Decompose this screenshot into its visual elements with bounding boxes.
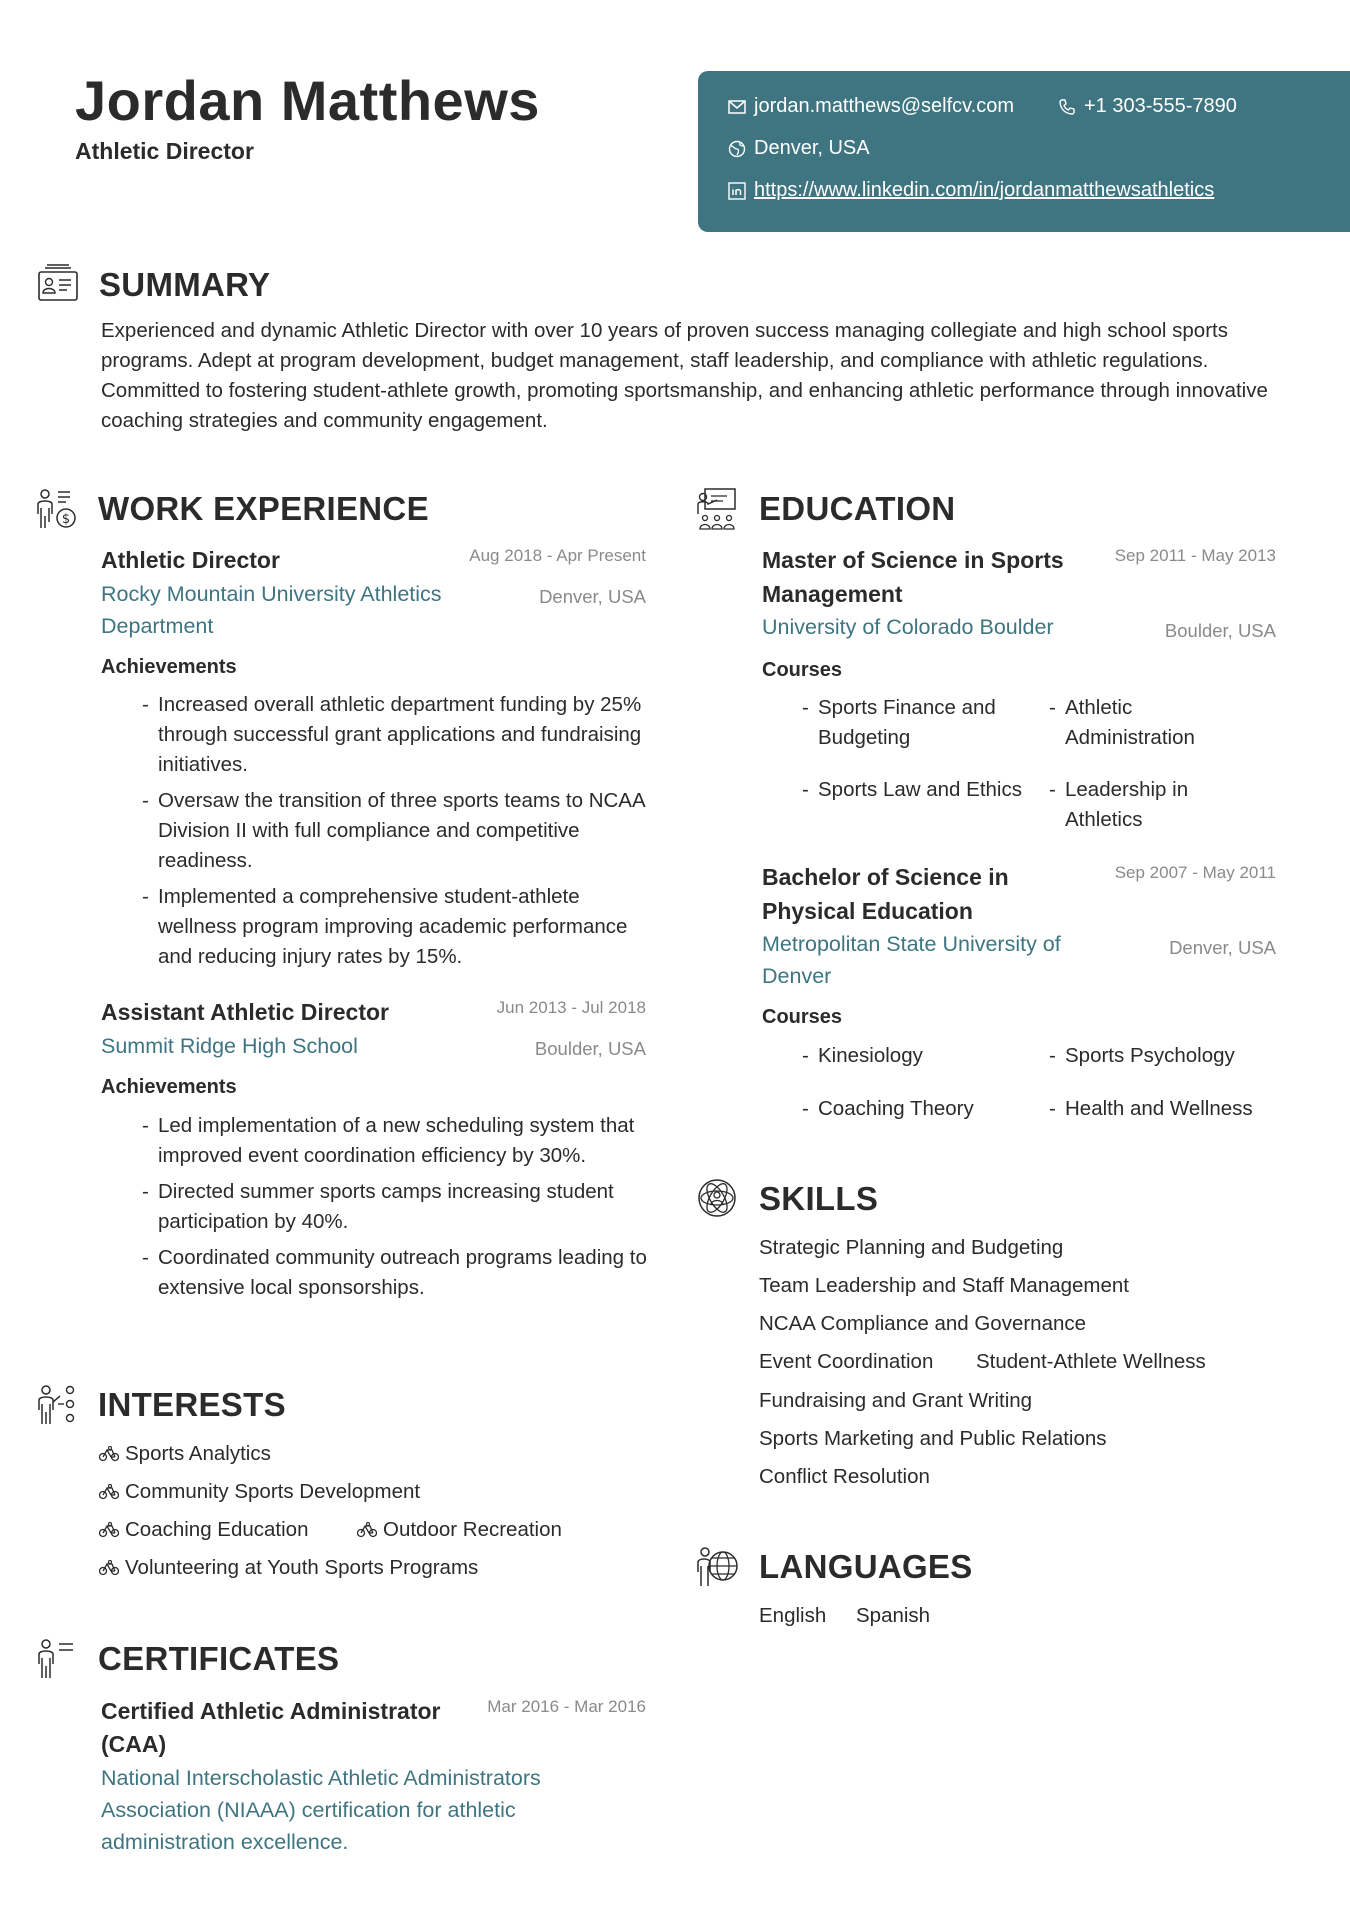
envelope-icon	[728, 100, 746, 114]
school-location: Boulder, USA	[1164, 620, 1276, 641]
linkedin-icon	[728, 182, 746, 200]
achievement-list	[142, 690, 652, 978]
degree-dates: Sep 2007 - May 2011	[1114, 863, 1276, 882]
id-card-icon	[37, 264, 79, 304]
job-organization: Rocky Mountain University Athletics Department	[101, 582, 442, 638]
candidate-name: Jordan Matthews	[75, 69, 540, 132]
interest-label: Outdoor Recreation	[383, 1518, 562, 1541]
candidate-role: Athletic Director	[75, 138, 254, 164]
skills-title: SKILLS	[759, 1180, 879, 1217]
skill-item: Fundraising and Grant Writing	[759, 1389, 1033, 1412]
contact-linkedin[interactable]	[728, 179, 1214, 202]
degree-title: Master of Science in Sports Management	[762, 547, 1064, 607]
certificates-title: CERTIFICATES	[98, 1640, 340, 1677]
skill-item: Sports Marketing and Public Relations	[759, 1427, 1107, 1450]
course-item: - Health and Wellness	[1049, 1094, 1269, 1124]
contact-email-text: jordan.matthews@selfcv.com	[754, 95, 1015, 117]
skill-item: Strategic Planning and Budgeting	[759, 1236, 1064, 1259]
interest-label: Volunteering at Youth Sports Programs	[125, 1556, 479, 1579]
achievement-item: - Increased overall athletic department funding by 25% through successful grant applications and fundraising initiatives.	[142, 690, 652, 780]
person-globe-icon	[697, 1546, 739, 1588]
employee-salary-icon	[36, 488, 78, 530]
classroom-icon	[697, 488, 739, 530]
achievement-item: - Oversaw the transition of three sports teams to NCAA Division II with full compliance and competitive readiness.	[142, 786, 652, 876]
course-item: - Sports Law and Ethics	[802, 775, 1022, 805]
achievement-item: - Coordinated community outreach programs leading to extensive local sponsorships.	[142, 1243, 652, 1303]
job-location: Boulder, USA	[534, 1038, 646, 1059]
contact-phone-text: +1 303-555-7890	[1084, 95, 1237, 117]
school-location: Denver, USA	[1169, 937, 1276, 958]
contact-linkedin-text: https://www.linkedin.com/in/jordanmatthewsathletics	[754, 179, 1215, 201]
interest-item	[357, 1518, 562, 1542]
course-item: - Kinesiology	[802, 1041, 1022, 1071]
degree-title: Bachelor of Science in Physical Education	[762, 864, 1009, 924]
achievement-item: - Implemented a comprehensive student-athlete wellness program improving academic performance and reducing injury rates by 15%.	[142, 882, 652, 972]
education-title: EDUCATION	[759, 490, 956, 527]
job-location: Denver, USA	[539, 586, 646, 607]
skill-item: Team Leadership and Staff Management	[759, 1274, 1130, 1297]
courses-subheading: Courses	[762, 1006, 843, 1028]
school-name: Metropolitan State University of Denver	[762, 932, 1061, 988]
course-item: - Sports Finance and Budgeting	[802, 693, 1022, 753]
skill-item: NCAA Compliance and Governance	[759, 1312, 1087, 1335]
achievement-item: - Directed summer sports camps increasing student participation by 40%.	[142, 1177, 652, 1237]
course-item: - Sports Psychology	[1049, 1041, 1269, 1071]
interest-item	[99, 1518, 309, 1542]
job-title: Athletic Director	[101, 547, 280, 573]
bicycle-icon	[99, 1560, 119, 1576]
interest-label: Sports Analytics	[125, 1442, 271, 1465]
bicycle-icon	[99, 1484, 119, 1500]
person-certificate-icon	[37, 1638, 77, 1680]
globe-icon	[728, 140, 746, 158]
language-item: English	[759, 1604, 827, 1627]
job-dates: Aug 2018 - Apr Present	[469, 546, 646, 565]
course-item: - Leadership in Athletics	[1049, 775, 1249, 835]
phone-icon	[1058, 98, 1076, 116]
summary-text: Experienced and dynamic Athletic Director with over 10 years of proven success managing collegiate and high school sports programs. Adept at program development, budget management, staff leadership, and compliance with athletic regulations. Committed to fostering student-athlete growth, promoting sportsmanship, and enhancing athletic performance through innovative coaching strategies and community engagement.	[101, 319, 1268, 432]
job-dates: Jun 2013 - Jul 2018	[496, 998, 646, 1017]
atom-skills-icon	[697, 1178, 737, 1218]
courses-subheading: Courses	[762, 659, 843, 681]
certificate-description: National Interscholastic Athletic Administrators Association (NIAAA) certification for athletic administration excellence.	[101, 1766, 541, 1854]
interest-label: Coaching Education	[125, 1518, 309, 1541]
language-item: Spanish	[856, 1604, 931, 1627]
job-organization: Summit Ridge High School	[101, 1034, 358, 1058]
job-title: Assistant Athletic Director	[101, 999, 389, 1025]
work-title: WORK EXPERIENCE	[98, 490, 429, 527]
degree-dates: Sep 2011 - May 2013	[1114, 546, 1276, 565]
certificate-title: Certified Athletic Administrator (CAA)	[101, 1698, 441, 1757]
languages-title: LANGUAGES	[759, 1548, 973, 1585]
skill-item: Conflict Resolution	[759, 1465, 930, 1488]
achievement-list	[142, 1111, 652, 1309]
certificate-dates: Mar 2016 - Mar 2016	[487, 1697, 646, 1716]
job-subheading: Achievements	[101, 1076, 237, 1098]
contact-box	[698, 71, 1350, 232]
svg-text:$: $	[61, 512, 71, 527]
interest-item	[99, 1480, 420, 1504]
interests-title: INTERESTS	[98, 1386, 286, 1423]
contact-location-text: Denver, USA	[754, 137, 870, 159]
course-item: - Athletic Administration	[1049, 693, 1249, 753]
contact-location	[728, 137, 870, 160]
person-interests-icon	[36, 1384, 78, 1426]
achievement-item: - Led implementation of a new scheduling system that improved event coordination efficiency by 30%.	[142, 1111, 652, 1171]
interest-label: Community Sports Development	[125, 1480, 421, 1503]
summary-title: SUMMARY	[99, 266, 271, 303]
bicycle-icon	[99, 1522, 119, 1538]
course-item: - Coaching Theory	[802, 1094, 1022, 1124]
contact-phone[interactable]	[1058, 95, 1237, 118]
bicycle-icon	[357, 1522, 377, 1538]
bicycle-icon	[99, 1446, 119, 1462]
contact-email[interactable]	[728, 95, 1014, 118]
interest-item	[99, 1442, 271, 1466]
skill-item: Student-Athlete Wellness	[976, 1350, 1206, 1373]
school-name: University of Colorado Boulder	[762, 615, 1054, 639]
job-subheading: Achievements	[101, 656, 237, 678]
skill-item: Event Coordination	[759, 1350, 934, 1373]
interest-item	[99, 1556, 478, 1580]
